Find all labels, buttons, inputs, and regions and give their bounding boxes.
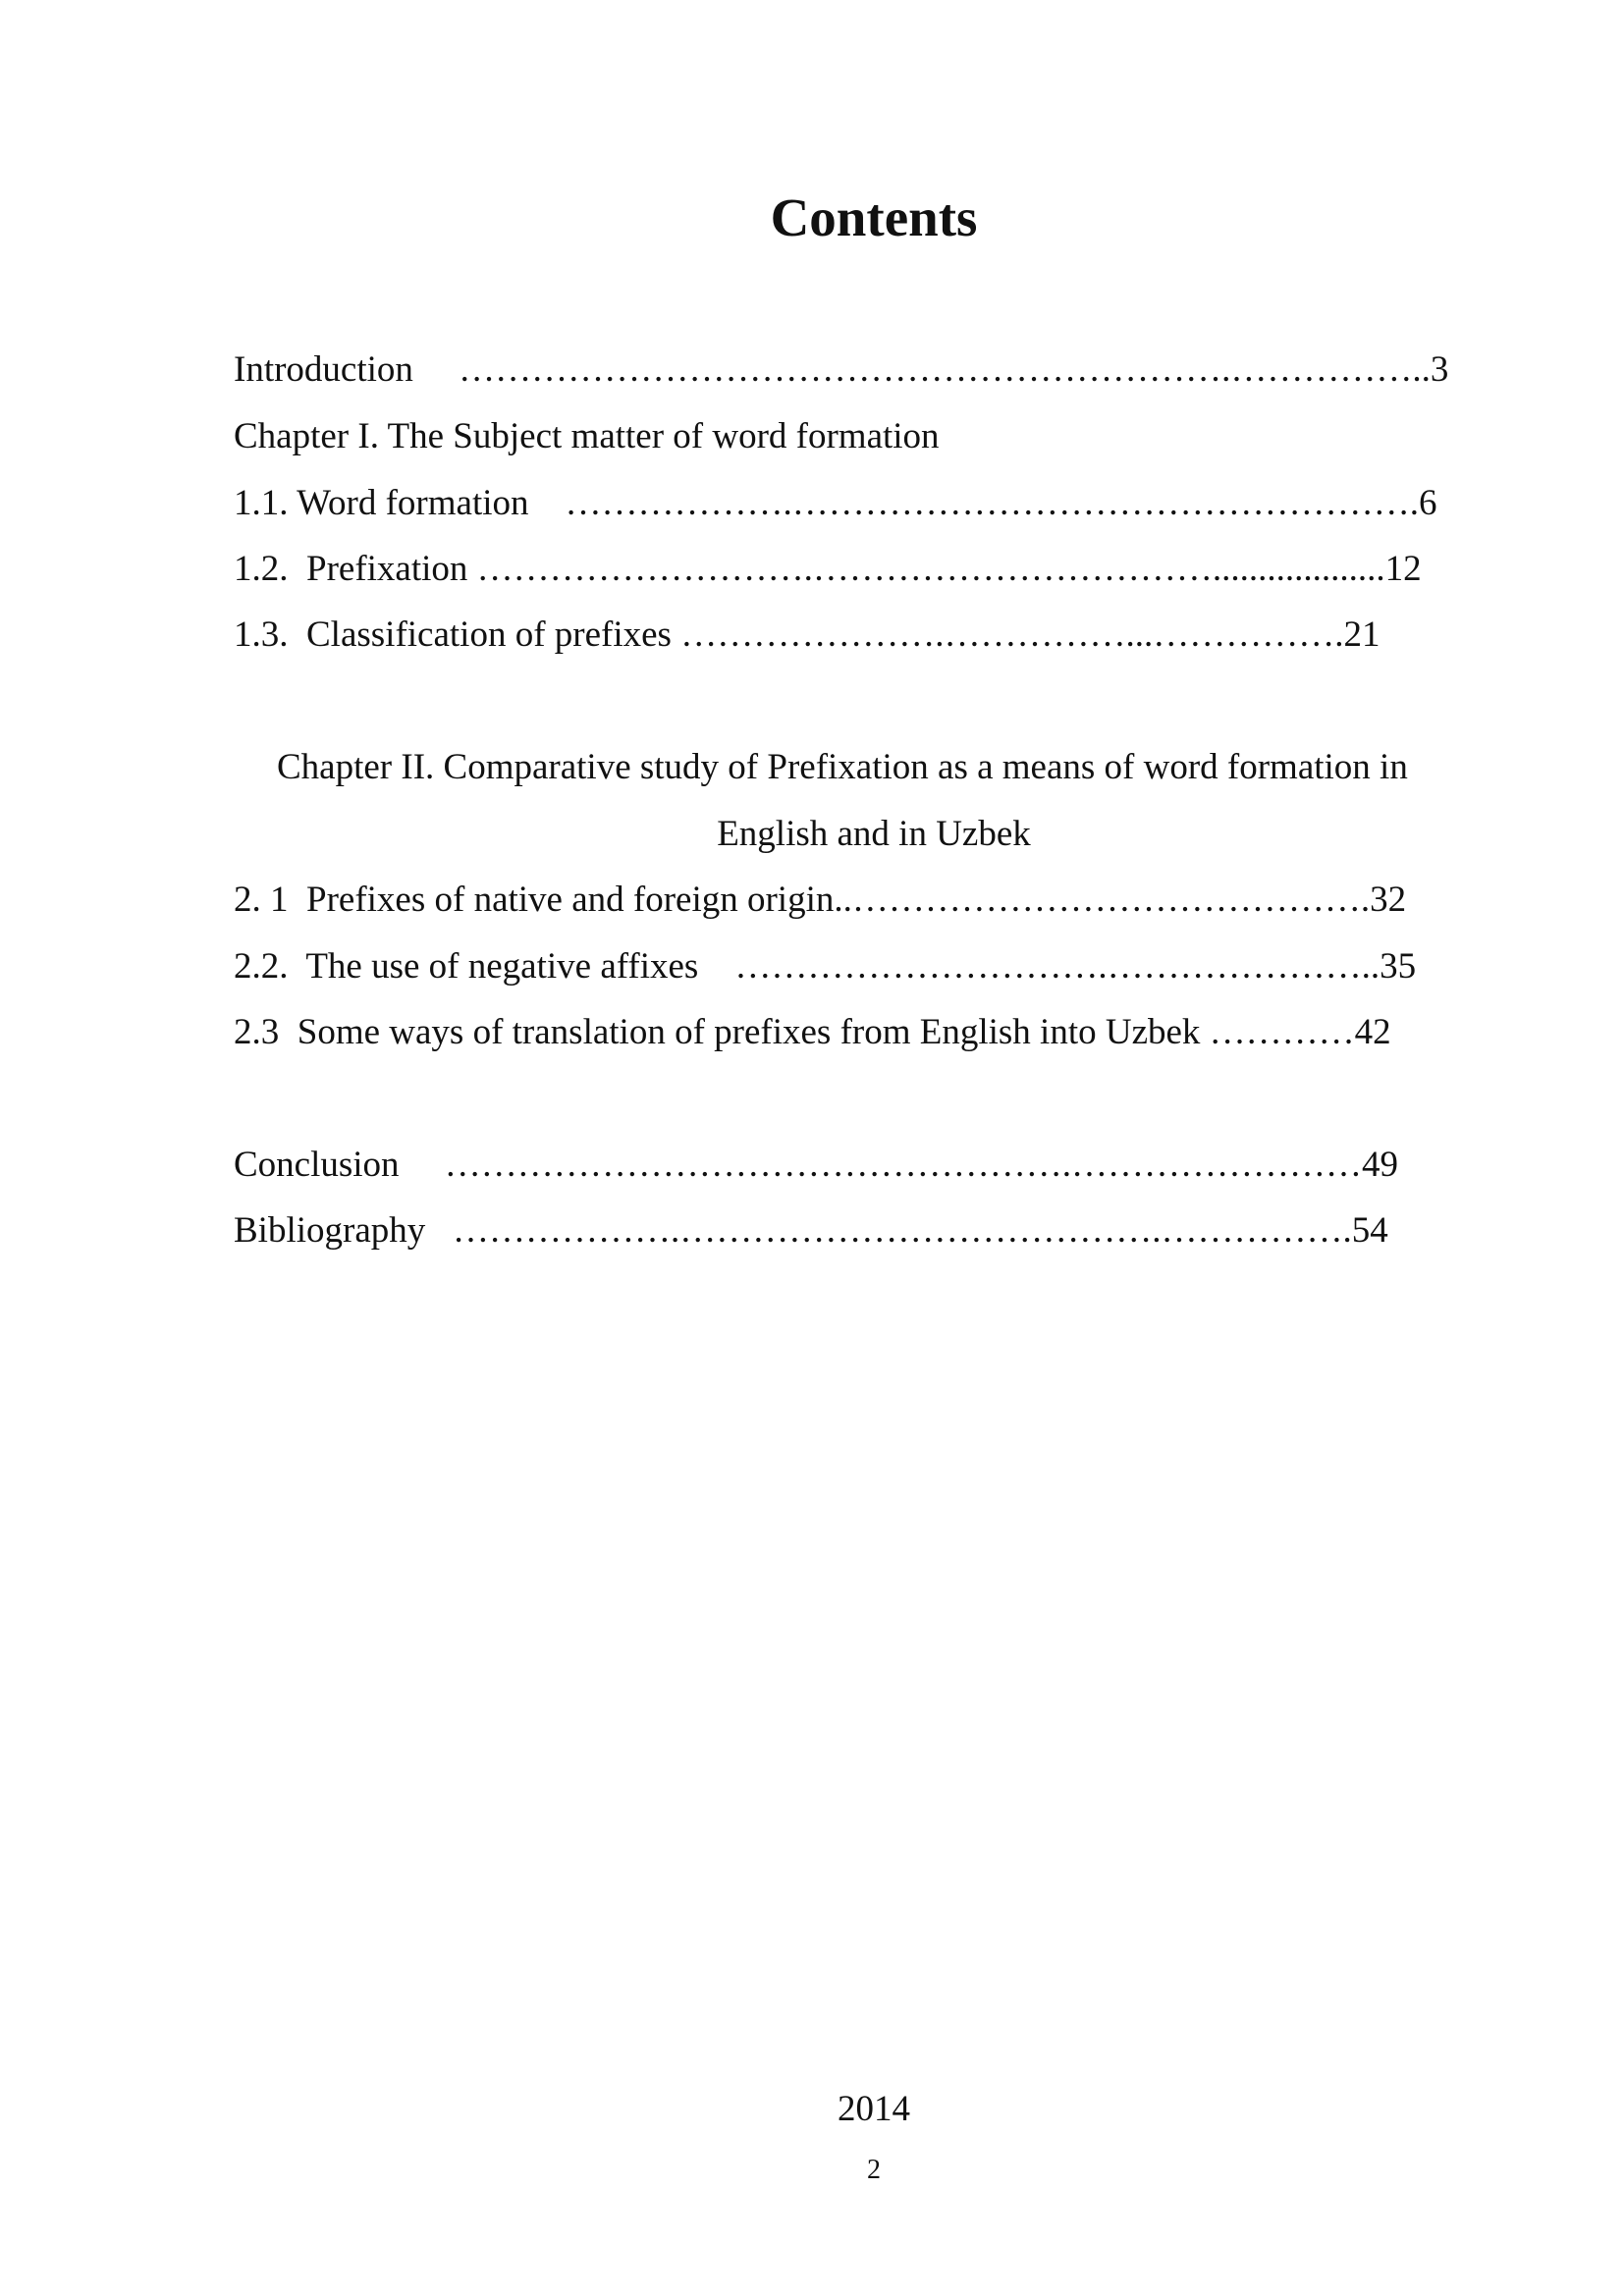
- toc-entry-bibliography: Bibliography ……………….………………………………….…………….54: [234, 1210, 1388, 1251]
- toc-entry-2-3: 2.3 Some ways of translation of prefixes from English into Uzbek …………42: [234, 1012, 1391, 1052]
- toc-entry-1-2: 1.2. Prefixation ……………………….……………………………...................12: [234, 549, 1422, 589]
- toc-chapter-2-heading-line-2: English and in Uzbek: [717, 814, 1031, 854]
- footer-year: 2014: [838, 2089, 910, 2129]
- toc-entry-conclusion: Conclusion …………………………………………….……………………49: [234, 1145, 1399, 1185]
- toc-chapter-1-heading: Chapter I. The Subject matter of word formation: [234, 416, 940, 456]
- page-number: 2: [867, 2155, 881, 2185]
- toc-entry-1-1: 1.1. Word formation ……………….…………………………………………….6: [234, 483, 1437, 523]
- toc-entry-2-2: 2.2. The use of negative affixes ………………………….…………………..35: [234, 946, 1417, 987]
- toc-chapter-2-heading-line-1: Chapter II. Comparative study of Prefixation as a means of word formation in: [277, 747, 1408, 787]
- toc-entry-1-3: 1.3. Classification of prefixes ………………….……………...…………….21: [234, 614, 1380, 655]
- page-title: Contents: [770, 187, 978, 247]
- toc-entry-2-1: 2. 1 Prefixes of native and foreign origin..…………………………………….32: [234, 880, 1407, 920]
- toc-entry-introduction: Introduction ……………………………………………………….……………..3: [234, 349, 1449, 390]
